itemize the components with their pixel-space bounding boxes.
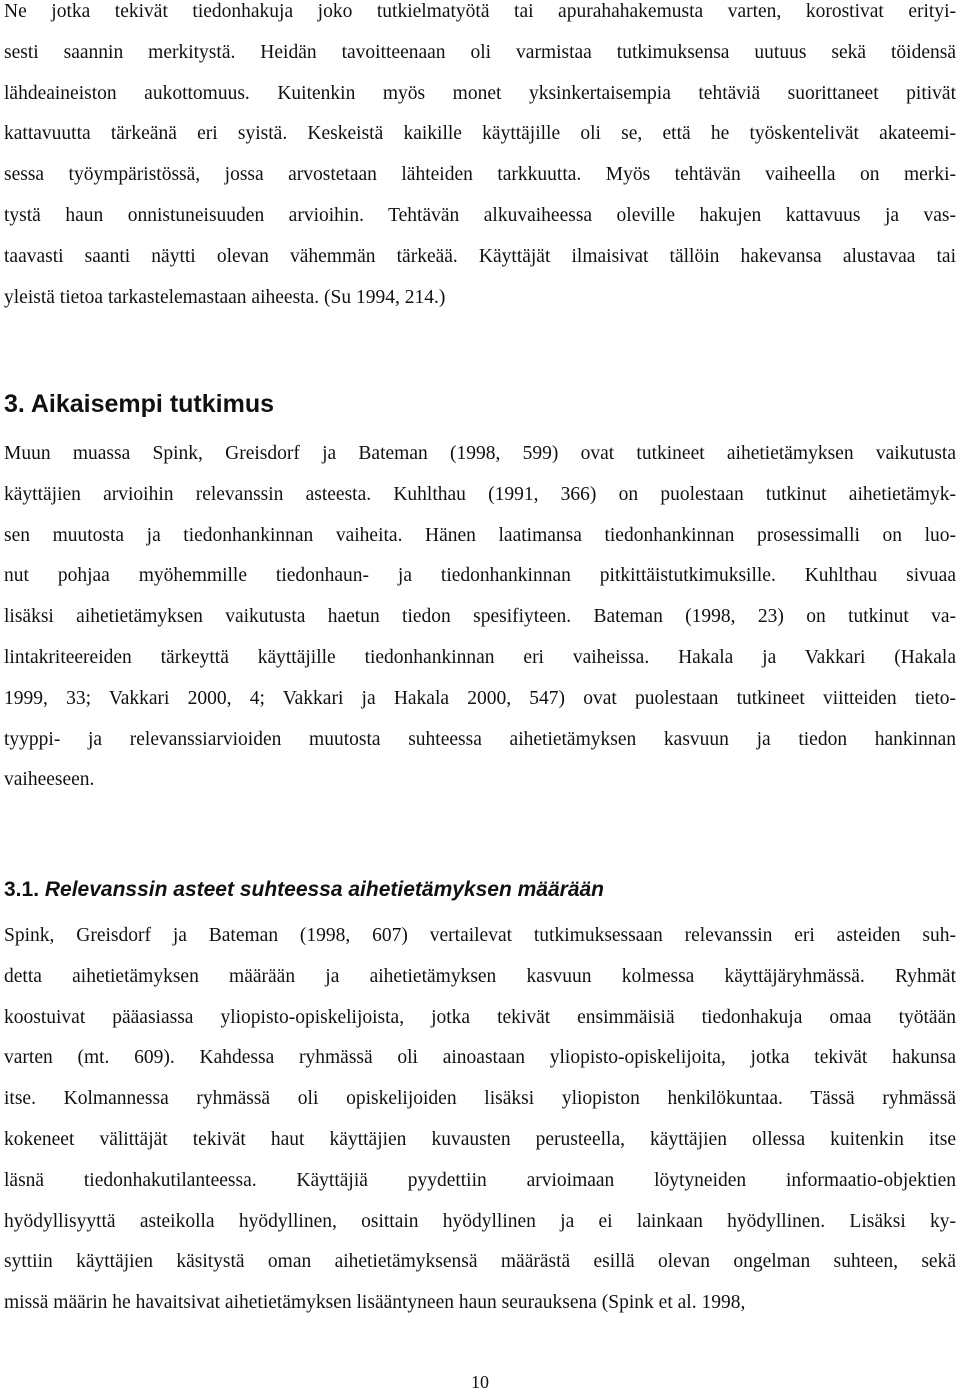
text-line: sen muutosta ja tiedonhankinnan vaiheita. Hänen laatimansa tiedonhankinnan prosessimalli on luo- (4, 524, 956, 546)
text-line: 1999, 33; Vakkari 2000, 4; Vakkari ja Hakala 2000, 547) ovat puolestaan tutkineet viitteiden tieto- (4, 687, 956, 709)
text-line: itse. Kolmannessa ryhmässä oli opiskelijoiden lisäksi yliopiston henkilökuntaa. Tässä ryhmässä (4, 1088, 956, 1110)
text-line: hyödyllisyyttä asteikolla hyödyllinen, osittain hyödyllinen ja ei lainkaan hyödyllinen. Lisäksi ky- (4, 1210, 956, 1232)
text-line: tyyppi- ja relevanssiarvioiden muutosta suhteessa aihetietämyksen kasvuun ja tiedon hankinnan (4, 728, 956, 750)
text-line: tystä haun onnistuneisuuden arvioihin. Tehtävän alkuvaiheessa oleville hakujen kattavuus ja vas- (4, 204, 956, 226)
text-line: syttiin käyttäjien käsitystä oman aihetietämyksensä määrästä esillä olevan ongelman suhteen, sekä (4, 1251, 956, 1273)
text-line: kokeneet välittäjät tekivät haut käyttäjien kuvausten perusteella, käyttäjien ollessa kuitenkin itse (4, 1128, 956, 1150)
subsection-title: Relevanssin asteet suhteessa aihetietämyksen määrään (44, 878, 605, 901)
text-line: lintakriteereiden tärkeyttä käyttäjille tiedonhankinnan eri vaiheissa. Hakala ja Vakkari (Hakala (4, 646, 956, 668)
text-line: lähdeaineiston aukottomuus. Kuitenkin myös monet yksinkertaisempia tehtäviä suorittaneet pitivät (4, 82, 956, 104)
text-line: sessa työympäristössä, jossa arvostetaan lähteiden tarkkuutta. Myös tehtävän vaiheella on merki- (4, 164, 956, 186)
text-line: sesti saannin merkitystä. Heidän tavoitteenaan oli varmistaa tutkimuksensa uutuus sekä töidensä (4, 41, 956, 63)
text-line: Spink, Greisdorf ja Bateman (1998, 607) vertailevat tutkimuksessaan relevanssin eri asteiden suh- (4, 925, 956, 946)
text-line: läsnä tiedonhakutilanteessa. Käyttäjiä pyydettiin arvioimaan löytyneiden informaatio-objektien (4, 1169, 956, 1191)
text-line: vaiheeseen. (4, 769, 95, 791)
section-3-1-paragraph (4, 916, 956, 1324)
text-line: lisäksi aihetietämyksen vaikutusta haetun tiedon spesifiyteen. Bateman (1998, 23) on tutkinut va- (4, 606, 956, 628)
section-heading: 3. Aikaisempi tutkimus (4, 390, 274, 418)
text-line: detta aihetietämyksen määrään ja aihetietämyksen kasvuun kolmessa käyttäjäryhmässä. Ryhmät (4, 965, 956, 987)
page-number: 10 (471, 1372, 489, 1392)
subsection-heading (4, 870, 604, 910)
text-line: missä määrin he havaitsivat aihetietämyksen lisääntyneen haun seurauksena (Spink et al. 1998, (4, 1292, 746, 1314)
text-line: nut pohjaa myöhemmille tiedonhaun- ja tiedonhankinnan pitkittäistutkimuksille. Kuhlthau sivuaa (4, 565, 956, 587)
subsection-number: 3.1. (4, 878, 40, 901)
text-line: Muun muassa Spink, Greisdorf ja Bateman (1998, 599) ovat tutkineet aihetietämyksen vaikutusta (4, 443, 956, 464)
paragraph-top (4, 0, 956, 318)
text-line: Ne jotka tekivät tiedonhakuja joko tutkielmatyötä tai apurahahakemusta varten, korostivat erityi- (4, 1, 956, 22)
text-line: käyttäjien arvioihin relevanssin asteesta. Kuhlthau (1991, 366) on puolestaan tutkinut aihetietämyk- (4, 483, 956, 505)
text-line: koostuivat pääasiassa yliopisto-opiskelijoista, jotka tekivät ensimmäisiä tiedonhakuja omaa työtään (4, 1006, 956, 1028)
text-line: taavasti saanti näytti olevan vähemmän tärkeää. Käyttäjät ilmaisivat tällöin hakevansa alustavaa tai (4, 245, 956, 267)
text-line: yleistä tietoa tarkastelemastaan aiheesta. (Su 1994, 214.) (4, 286, 446, 308)
section-3-paragraph (4, 434, 956, 801)
text-line: varten (mt. 609). Kahdessa ryhmässä oli ainoastaan yliopisto-opiskelijoita, jotka tekivät hakunsa (4, 1047, 956, 1069)
text-line: kattavuutta tärkeänä eri syistä. Keskeistä kaikille käyttäjille oli se, että he työskentelivät akateemi- (4, 123, 956, 145)
